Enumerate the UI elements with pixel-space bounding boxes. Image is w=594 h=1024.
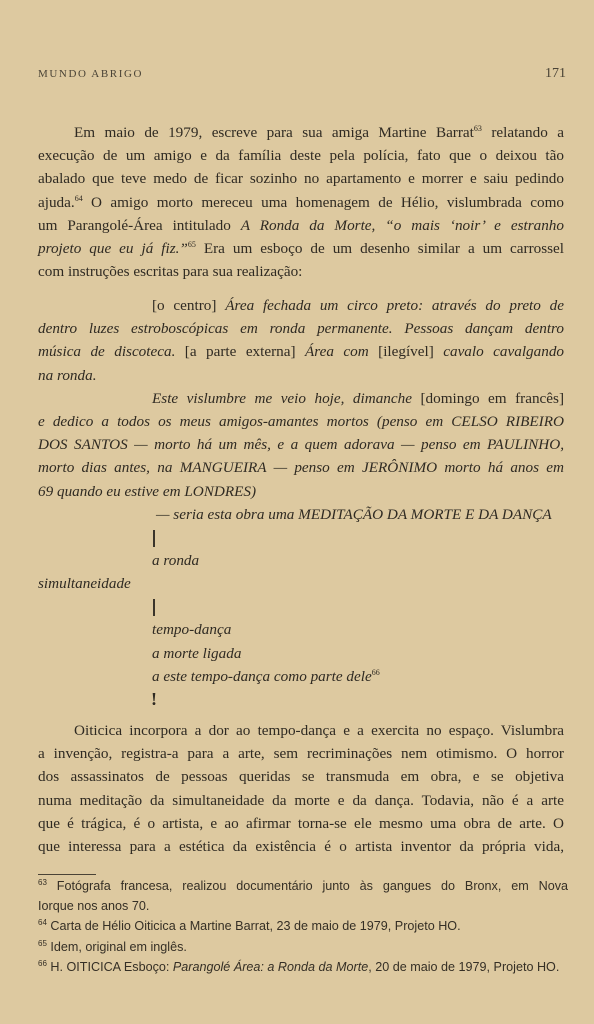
footnote-ref[interactable]: 65 xyxy=(187,239,196,249)
text-line: a este tempo-dança como parte dele$^{66}$ xyxy=(152,667,380,685)
text-line: DOS SANTOS — morto há um mês, e a quem adorava — penso em PAULINHO, xyxy=(38,436,564,454)
footnote-63: $^{63}$ Fotógrafa francesa, realizou documentário junto às gangues do Bronx, em Nova xyxy=(38,877,568,893)
vertical-bar-divider xyxy=(38,526,564,549)
text-line: a morte ligada xyxy=(152,644,242,662)
text-line: [o centro] Área fechada um circo preto: através do preto de xyxy=(152,297,564,314)
text-line: Este vislumbre me veio hoje, dimanche [domingo em francês] xyxy=(152,389,564,407)
page-number: 171 xyxy=(545,66,566,81)
footnote-ref[interactable]: 64 xyxy=(74,193,83,203)
running-head: MUNDO ABRIGO xyxy=(38,68,144,80)
text-line: simultaneidade xyxy=(38,575,131,593)
paragraph-intro xyxy=(38,121,564,283)
text-line: na ronda. xyxy=(38,366,97,384)
text-line: 69 quando eu estive em LONDRES) xyxy=(38,482,257,500)
text-line: Oiticica incorpora a dor ao tempo-dança e a exercita no espaço. Vislumbra xyxy=(74,722,564,739)
text-line: dentro luzes estroboscópicas em ronda permanente. Pessoas dançam dentro xyxy=(38,320,564,338)
text-line: dos assassinatos de pessoas queridas se transmuda em obra, e se objetiva xyxy=(38,768,564,786)
text-line: um Parangolé-Área intitulado A Ronda da Morte, “o mais ‘noir’ e estranho xyxy=(38,216,564,234)
text-line: que é trágica, é o artista, e ao afirmar torna-se ele mesmo uma obra de arte. O xyxy=(38,814,564,832)
text-line: numa meditação da simultaneidade da morte e da dança. Todavia, não é a arte xyxy=(38,791,564,809)
text-line: morto dias antes, na MANGUEIRA — penso em JERÔNIMO morto há anos em xyxy=(38,459,564,477)
text-line: ajuda.$^{64}$ O amigo morto mereceu uma homenagem de Hélio, vislumbrada como xyxy=(38,193,564,211)
vertical-bar-divider xyxy=(38,595,564,618)
quoted-sketch-text xyxy=(38,294,564,711)
paragraph-analysis xyxy=(38,719,564,858)
text-line: projeto que eu já fiz.”$^{65}$ Era um esboço de um desenho similar a um carrossel xyxy=(38,239,565,258)
text-line: execução de um amigo e da família deste pela polícia, fato que o deixou tão xyxy=(38,147,564,165)
footnote-66: $^{66}$ H. OITICICA Esboço: Parangolé Área: a Ronda da Morte, 20 de maio de 1979, Projeto HO. xyxy=(38,958,560,974)
text-line: — seria esta obra uma MEDITAÇÃO DA MORTE E DA DANÇA xyxy=(156,505,552,523)
text-line: a ronda xyxy=(152,552,200,570)
footnote-64: $^{64}$ Carta de Hélio Oiticica a Martine Barrat, 23 de maio de 1979, Projeto HO. xyxy=(38,918,461,934)
text-line: abalado que teve medo de ficar sozinho no apartamento e morrer e saiu pedindo xyxy=(38,170,564,188)
text-line: com instruções escritas para sua realização: xyxy=(38,263,303,281)
text-line: que interessa para a estética da existência é o artista inventor da própria vida, xyxy=(38,838,564,856)
footnotes xyxy=(38,876,568,977)
exclamation-mark: ! xyxy=(151,689,157,710)
text-line: música de discoteca. [a parte externa] Área com [ilegível] cavalo cavalgando xyxy=(38,343,565,361)
text-line: tempo-dança xyxy=(152,621,232,639)
footnote-63-cont: Iorque nos anos 70. xyxy=(38,899,150,914)
text-line: Em maio de 1979, escreve para sua amiga Martine Barrat$^{63}$ relatando a xyxy=(74,123,564,141)
footnote-ref[interactable]: 66 xyxy=(371,667,380,677)
footnote-ref[interactable]: 63 xyxy=(473,123,482,133)
footnote-65: $^{65}$ Idem, original em inglês. xyxy=(38,938,187,954)
text-line: a invenção, registra-a para a arte, sem recriminações nem otimismo. O horror xyxy=(38,745,564,763)
text-line: e dedico a todos os meus amigos-amantes mortos (penso em CELSO RIBEIRO xyxy=(38,413,564,431)
footnote-rule xyxy=(38,874,96,875)
